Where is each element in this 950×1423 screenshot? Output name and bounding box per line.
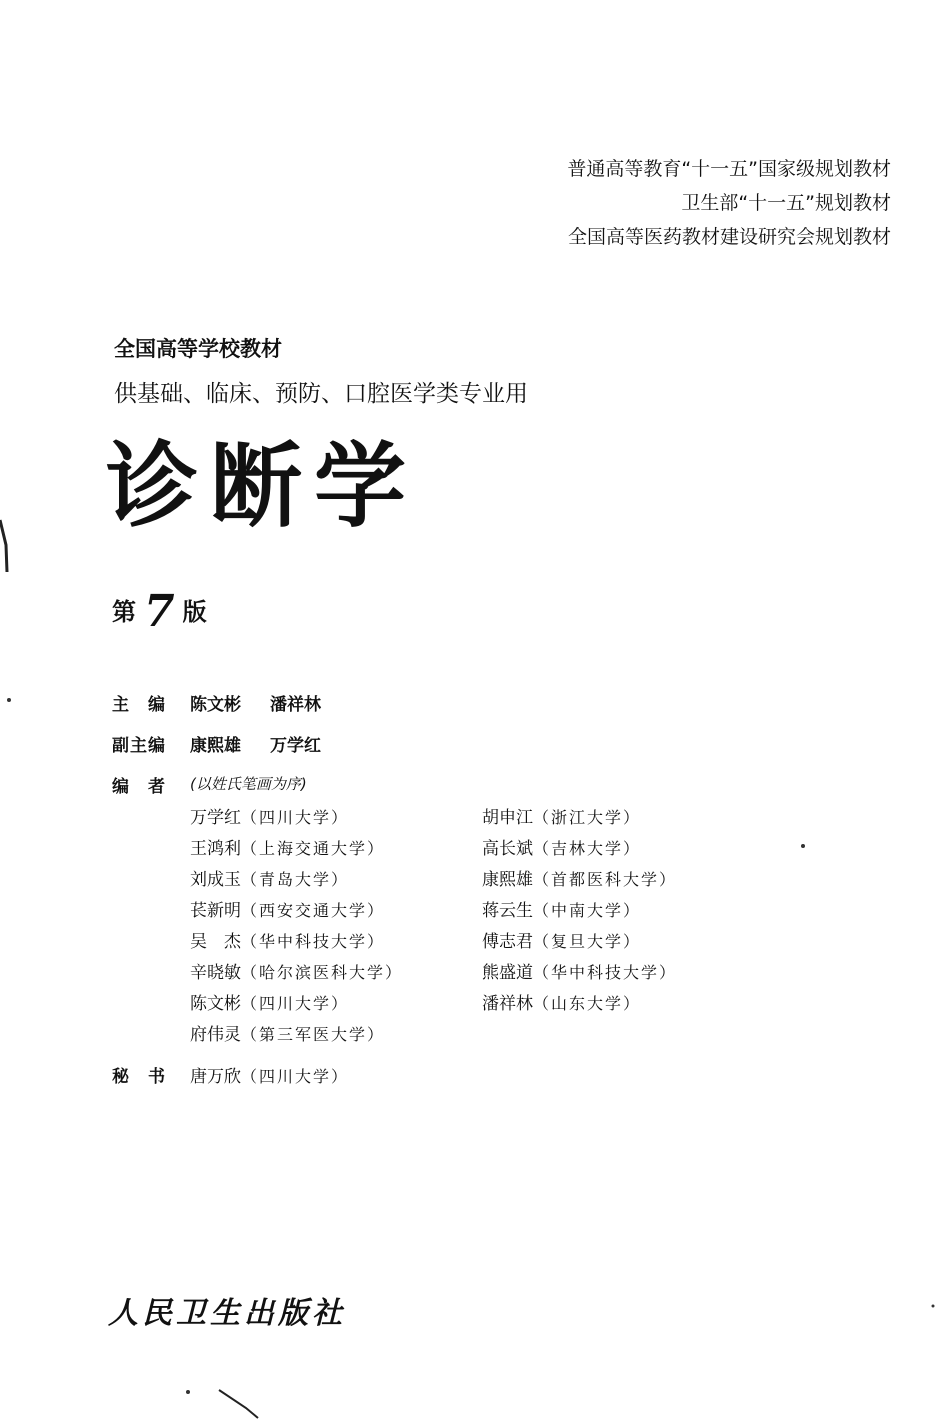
author-affiliation: （首都医科大学）	[533, 870, 678, 889]
series-line-research-council: 全国高等医药教材建设研究会规划教材	[567, 226, 891, 248]
edition-number: 7	[144, 586, 175, 637]
author-affiliation: （青岛大学）	[241, 870, 350, 889]
author-name: 辛晓敏	[190, 963, 241, 983]
author-name: 熊盛道	[482, 963, 533, 983]
author-affiliation: （吉林大学）	[533, 839, 642, 858]
authors-order-note: (以姓氏笔画为序)	[190, 775, 307, 793]
chief-editor-name: 陈文彬	[190, 695, 241, 715]
author-name: 傅志君	[482, 932, 533, 952]
author-affiliation: （四川大学）	[241, 808, 350, 827]
author-name: 万学红	[190, 808, 241, 828]
author-affiliation: （山东大学）	[533, 994, 642, 1013]
author-name: 胡申江	[482, 808, 533, 828]
secretary-name: 唐万欣	[190, 1067, 241, 1087]
author-name: 康熙雄	[482, 870, 533, 890]
chief-editors-label: 主 编	[112, 695, 166, 715]
author-name: 潘祥林	[482, 994, 533, 1014]
author-affiliation: （中南大学）	[533, 901, 642, 920]
author-name: 苌新明	[190, 901, 241, 921]
deputy-editor-name: 康熙雄	[190, 736, 241, 756]
secretary-label: 秘 书	[112, 1067, 166, 1087]
authors-label: 编 者	[112, 777, 166, 797]
chief-editor-name: 潘祥林	[270, 695, 321, 715]
series-line-ministry: 卫生部“十一五”规划教材	[681, 192, 891, 214]
author-affiliation: （华中科技大学）	[533, 963, 678, 982]
school-textbook-label: 全国高等学校教材	[114, 337, 282, 361]
usage-note: 供基础、临床、预防、口腔医学类专业用	[114, 381, 528, 407]
edition-prefix: 第	[112, 598, 136, 626]
author-name: 府伟灵	[190, 1025, 241, 1045]
secretary-affiliation: （四川大学）	[241, 1067, 350, 1086]
author-name: 王鸿利	[190, 839, 241, 859]
author-affiliation: （第三军医大学）	[241, 1025, 386, 1044]
author-name: 吴 杰	[190, 932, 241, 952]
book-title: 诊断学	[106, 432, 419, 540]
author-name: 刘成玉	[190, 870, 241, 890]
author-name: 陈文彬	[190, 994, 241, 1014]
author-affiliation: （四川大学）	[241, 994, 350, 1013]
author-affiliation: （复旦大学）	[533, 932, 642, 951]
deputy-editors-label: 副主编	[112, 736, 166, 756]
author-affiliation: （华中科技大学）	[241, 932, 386, 951]
author-name: 蒋云生	[482, 901, 533, 921]
publisher-logotype: 人民卫生出版社	[108, 1296, 346, 1331]
author-affiliation: （浙江大学）	[533, 808, 642, 827]
edition-suffix: 版	[182, 598, 207, 626]
author-affiliation: （西安交通大学）	[241, 901, 386, 920]
author-affiliation: （哈尔滨医科大学）	[241, 963, 404, 982]
series-line-national: 普通高等教育“十一五”国家级规划教材	[567, 158, 891, 180]
author-name: 高长斌	[482, 839, 533, 859]
deputy-editor-name: 万学红	[270, 736, 321, 756]
author-affiliation: （上海交通大学）	[241, 839, 386, 858]
